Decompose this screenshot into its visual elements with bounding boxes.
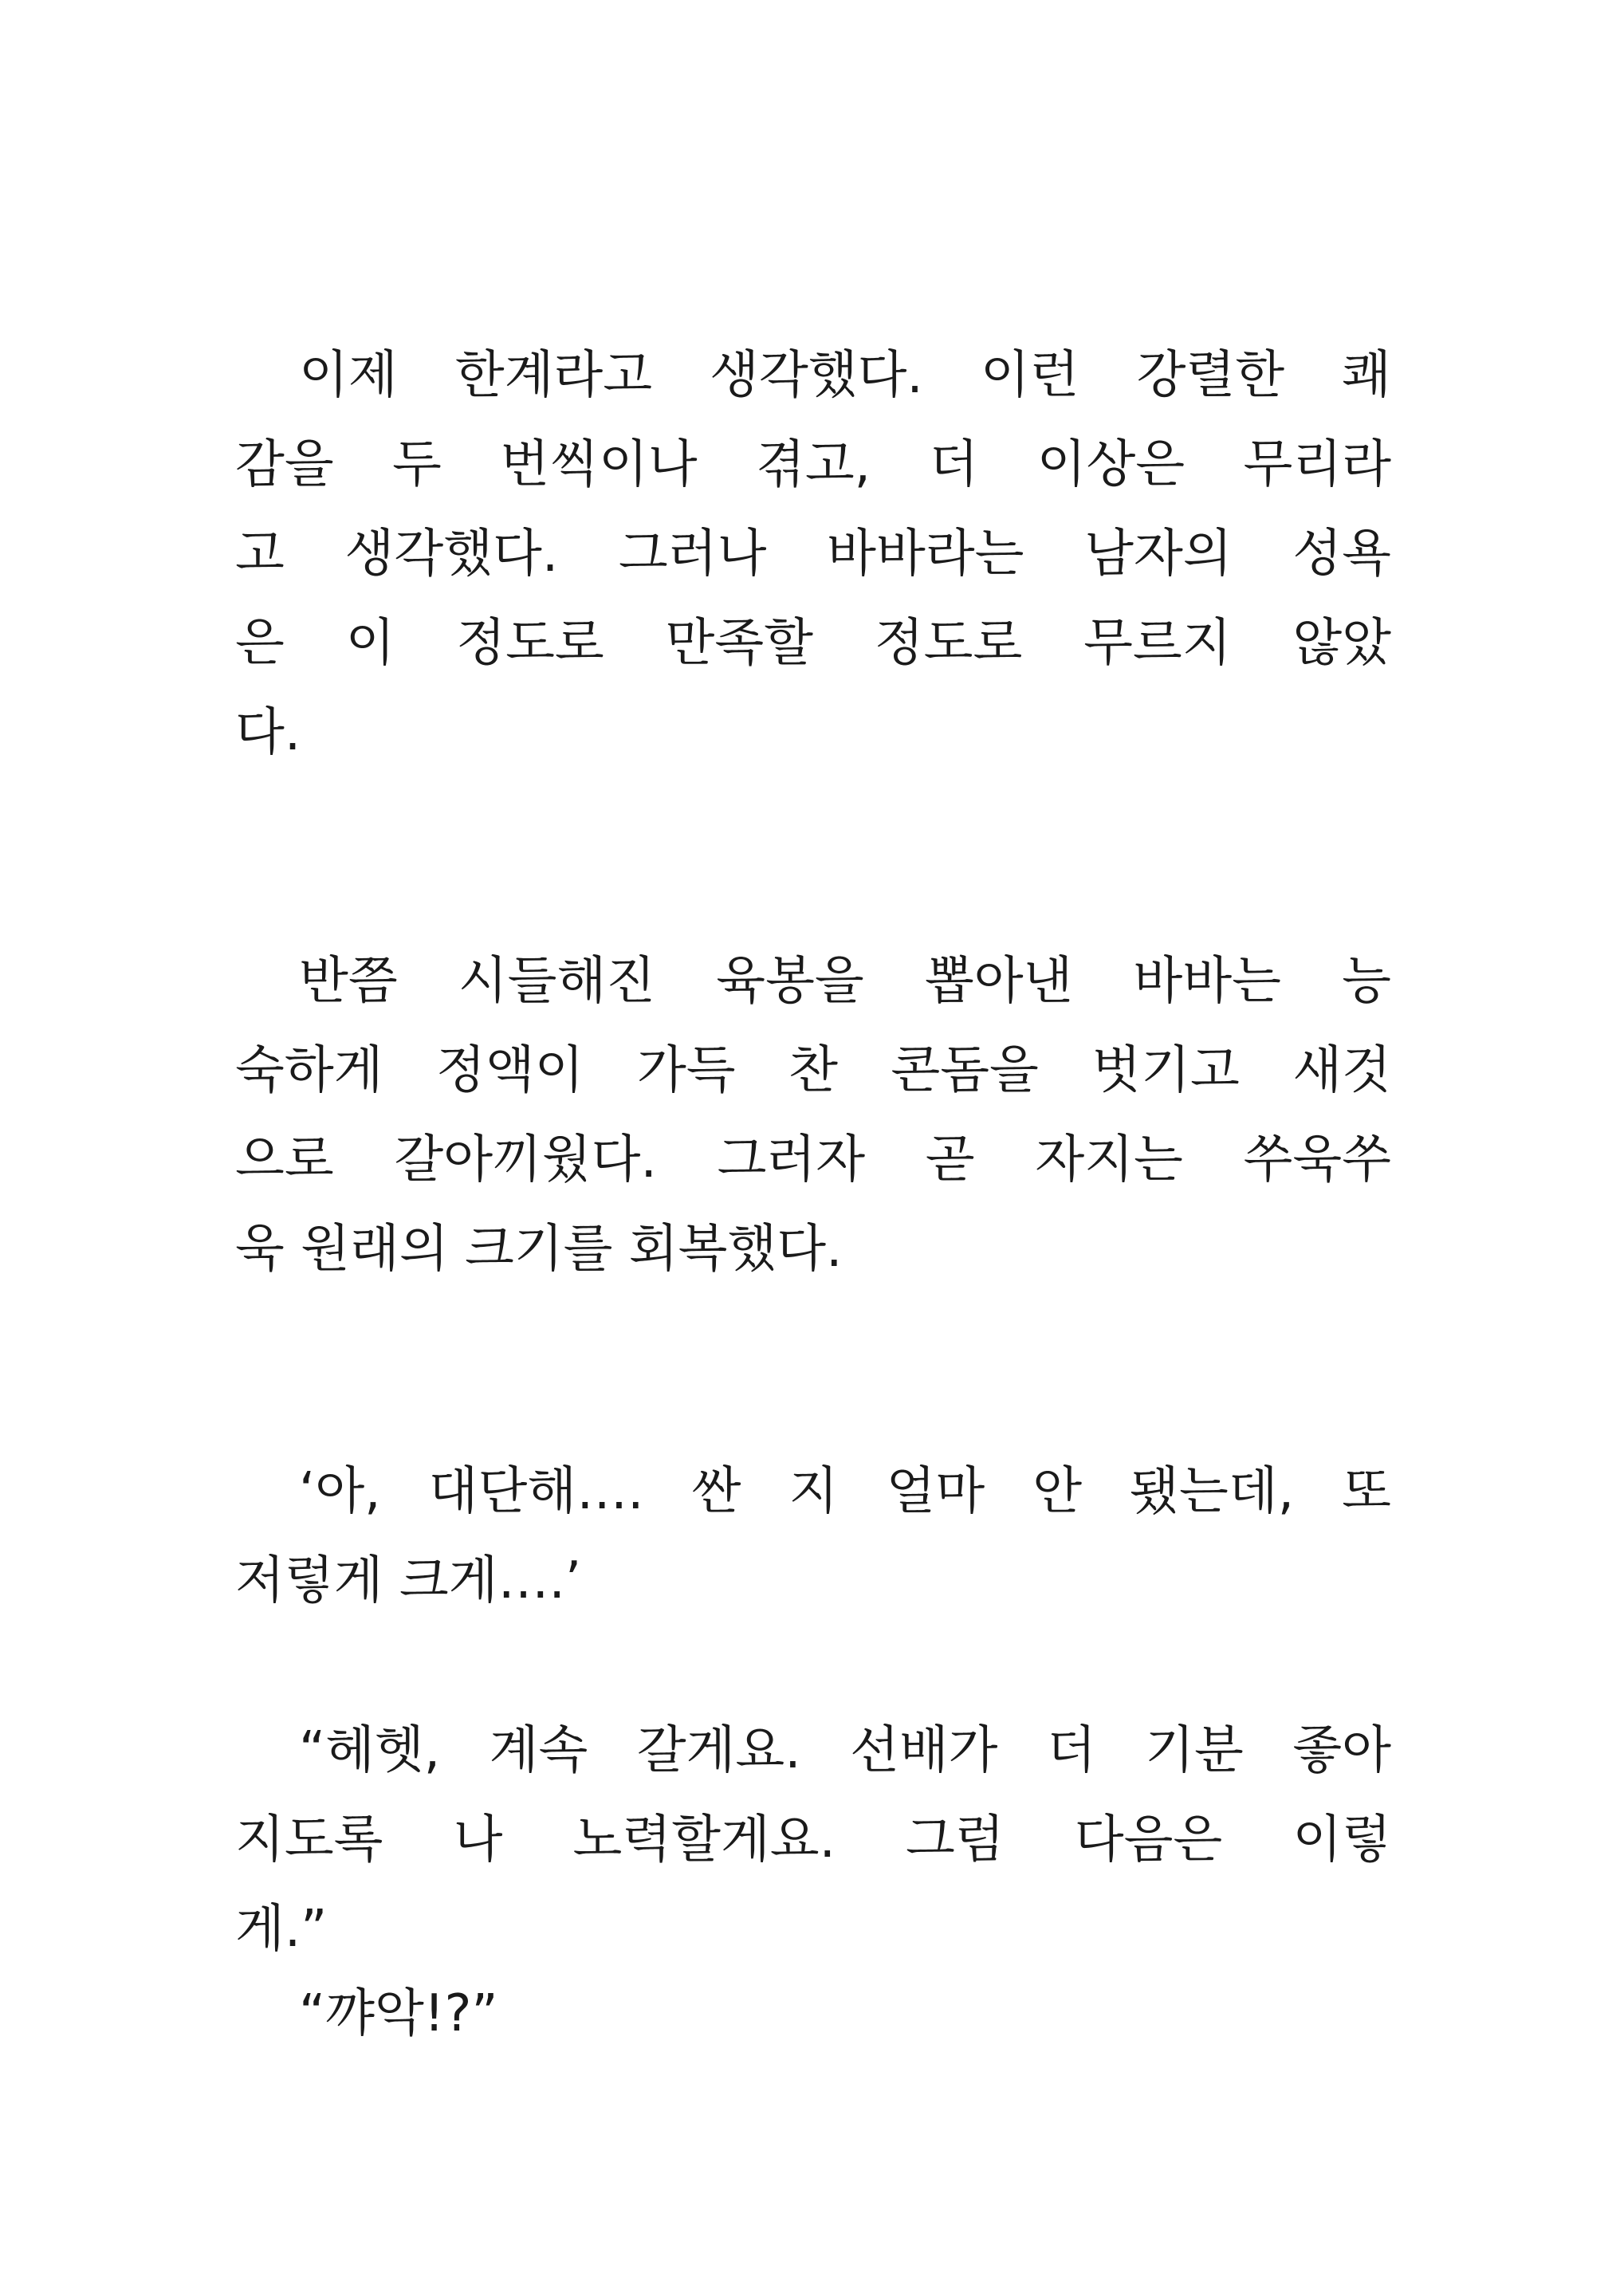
paragraph-5 xyxy=(235,1969,1391,2058)
paragraph-1 xyxy=(235,331,1391,777)
text-line: 게.” xyxy=(235,1900,328,1959)
text-line: 지도록 나 노력할게요. 그럼 다음은 이렇 xyxy=(235,1810,1391,1869)
paragraph-3 xyxy=(235,1447,1391,1626)
text-line: 은 이 정도로 만족할 정도로 무르지 않았 xyxy=(235,614,1391,673)
text-line: 고 생각했다. 그러나 바바라는 남자의 성욕 xyxy=(235,525,1391,584)
text-line: “헤헷, 계속 갈게요. 선배가 더 기분 좋아 xyxy=(299,1721,1391,1780)
text-line: 으로 갈아끼웠다. 그러자 곧 자지는 쑤욱쑤 xyxy=(235,1130,1391,1189)
text-line: 숙하게 정액이 가득 찬 콘돔을 벗기고 새것 xyxy=(235,1041,1391,1100)
text-line: 저렇게 크게….’ xyxy=(235,1551,582,1610)
text-line: 반쯤 시들해진 육봉을 뽑아낸 바바는 능 xyxy=(299,952,1391,1011)
text-line: 감을 두 번씩이나 겪고, 더 이상은 무리라 xyxy=(235,435,1391,494)
text-line: 욱 원래의 크기를 회복했다. xyxy=(235,1220,843,1279)
text-line: ‘아, 대단해…. 싼 지 얼마 안 됐는데, 또 xyxy=(299,1462,1391,1521)
text-line: 다. xyxy=(235,703,301,762)
paragraph-4 xyxy=(235,1706,1391,1974)
paragraph-2 xyxy=(235,937,1391,1294)
text-line: “꺄악!?” xyxy=(299,1984,498,2043)
text-line: 이제 한계라고 생각했다. 이런 강렬한 쾌 xyxy=(299,346,1391,405)
